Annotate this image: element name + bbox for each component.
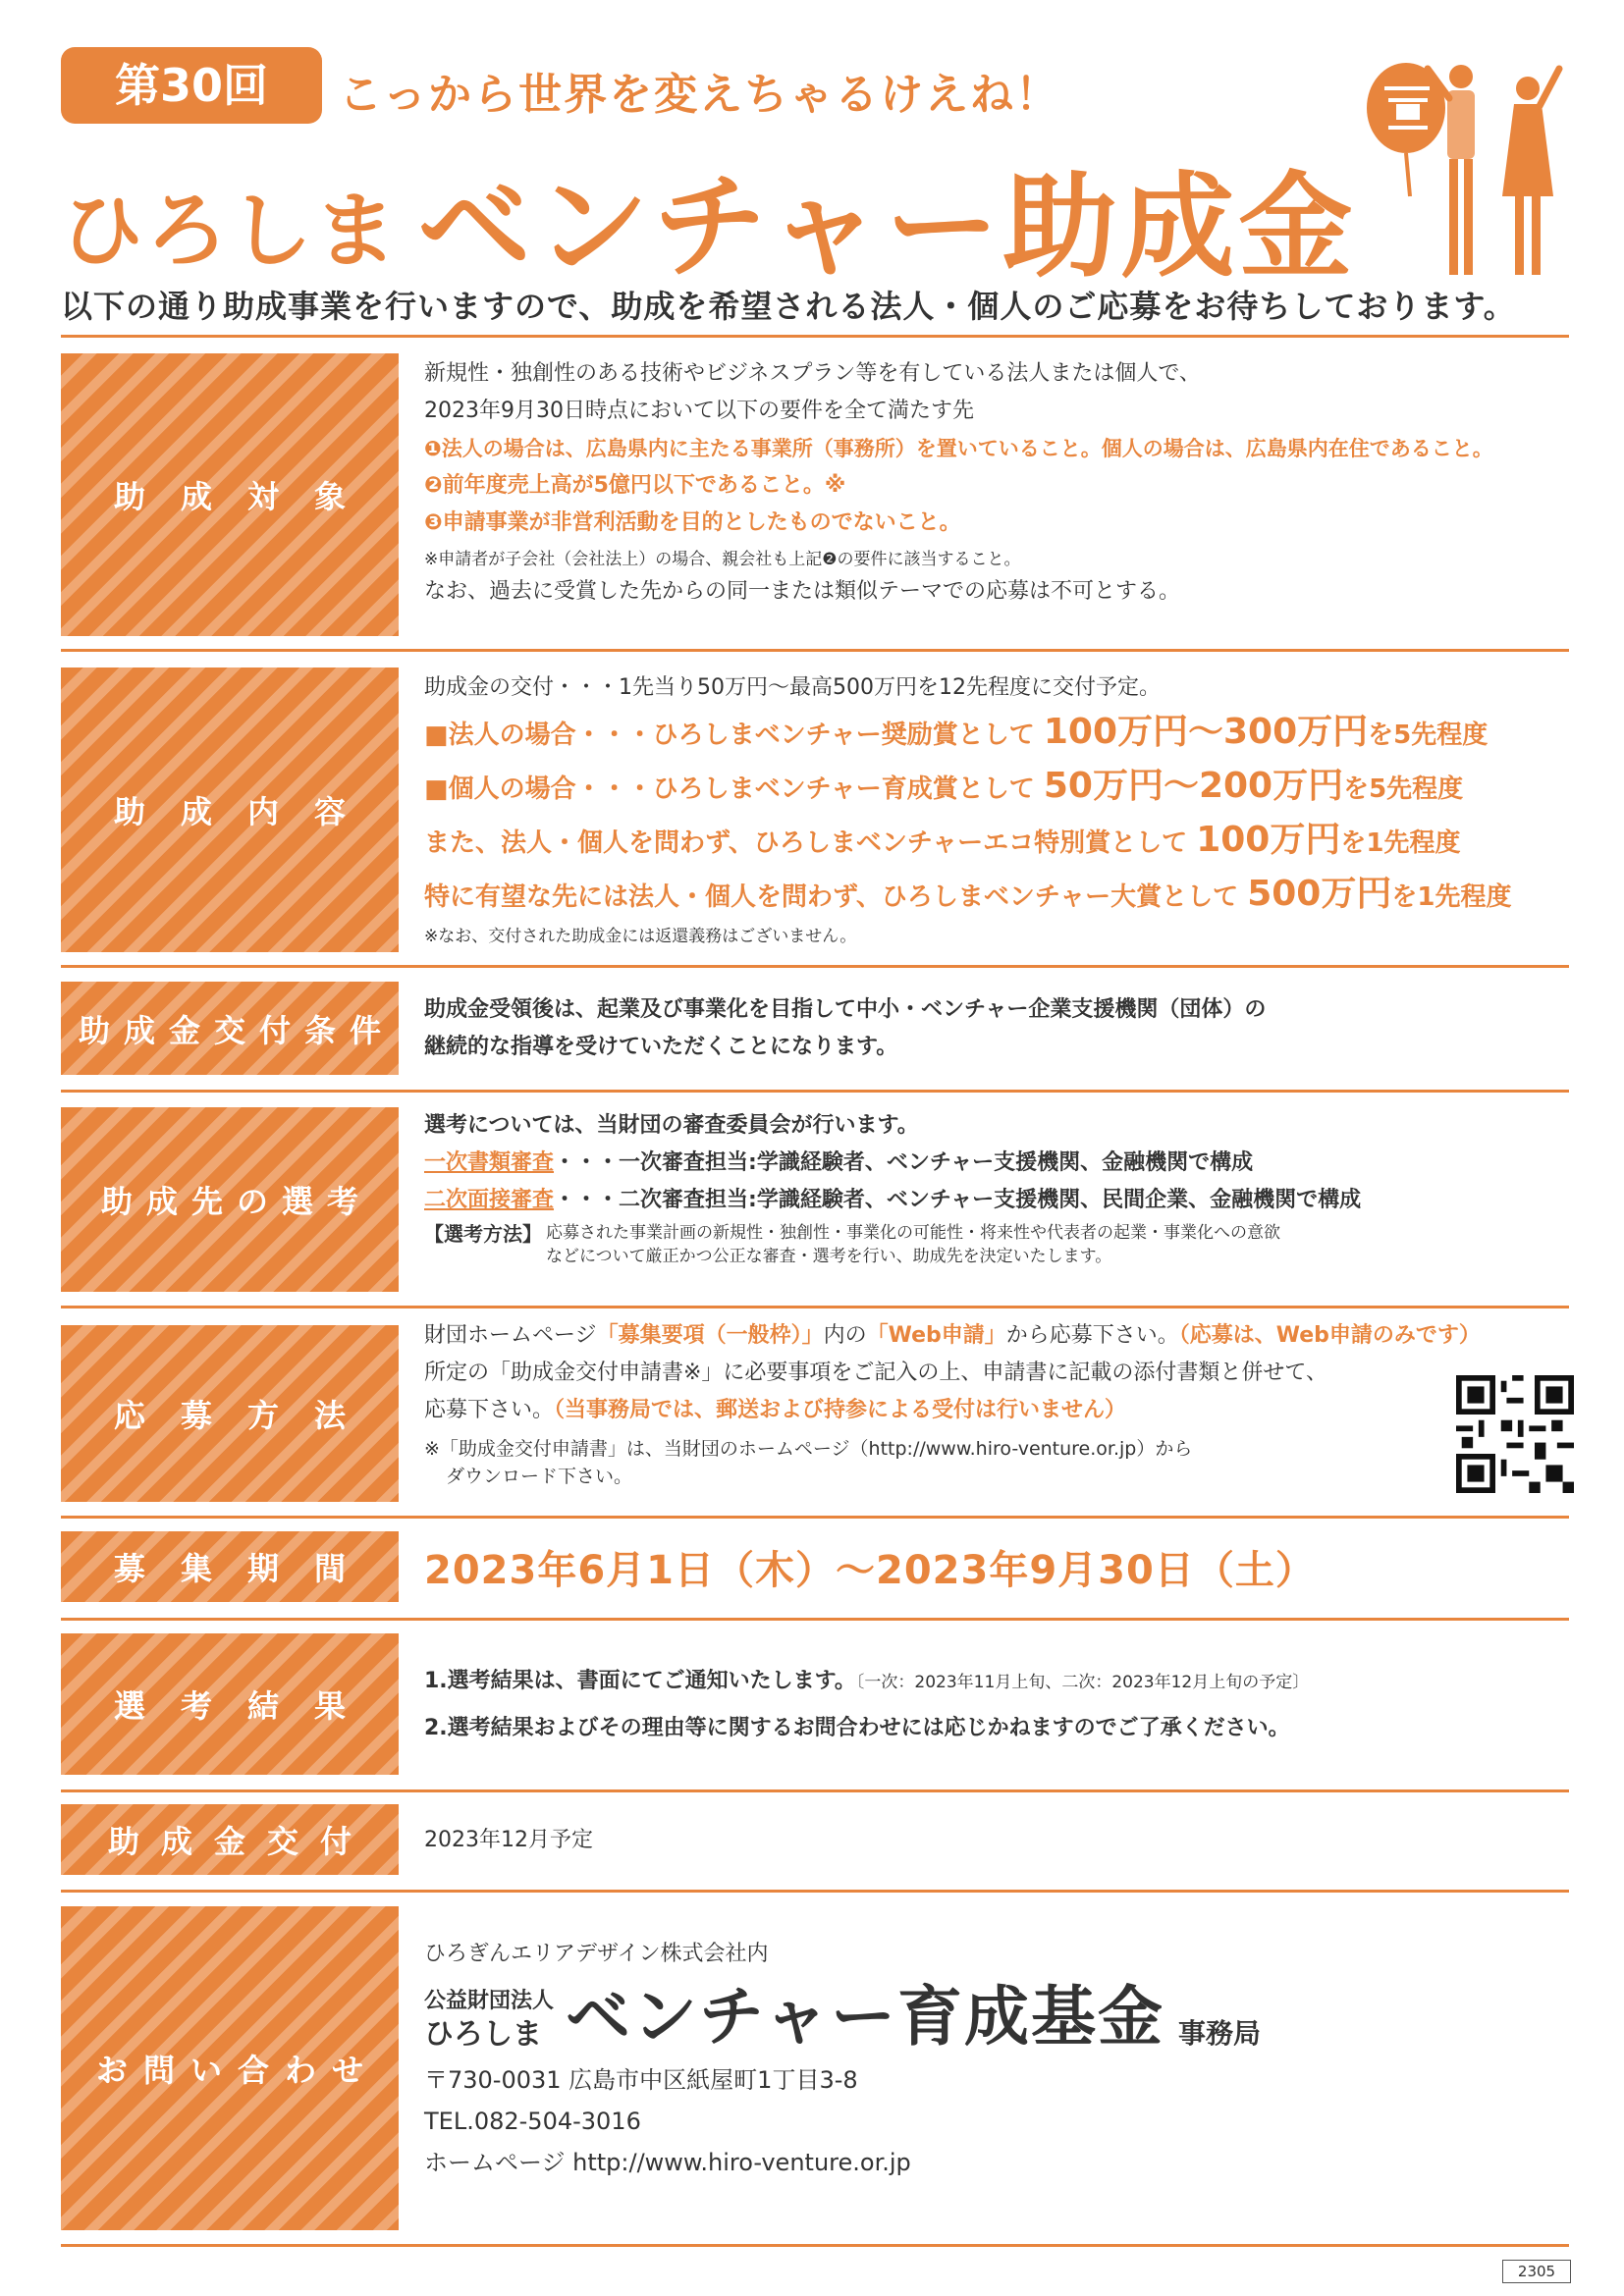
balloon-icon: [1367, 63, 1445, 196]
people-illustration: [1345, 49, 1581, 285]
divider: [61, 965, 1569, 968]
apply-line: 財団ホームページ「募集要項（一般枠）」内の「Web申請」から応募下さい。（応募は、Web申請のみです）: [424, 1323, 1481, 1348]
section-label-selection: 助成先の選考: [61, 1107, 399, 1292]
requirement-2: ❷前年度売上高が5億円以下であること。※: [424, 473, 846, 498]
selection-first: 一次書類審査・・・一次審査担当:学識経験者、ベンチャー支援機関、金融機関で構成: [424, 1150, 1254, 1175]
intro-text: 以下の通り助成事業を行いますので、助成を希望される法人・個人のご応募をお待ちしております。: [61, 288, 1516, 325]
target-note: ※申請者が子会社（会社法上）の場合、親会社も上記❷の要件に該当すること。: [424, 550, 1021, 569]
selection-method: 【選考方法】 応募された事業計画の新規性・独創性・事業化の可能性・将来性や代表者の起業・事業化への意欲 などについて厳正かつ公正な審査・選考を行い、助成先を決定いたします。: [424, 1222, 1280, 1266]
contact-org: ひろぎんエリアデザイン株式会社内: [424, 1942, 769, 1966]
contact-tel: TEL.082-504-3016: [424, 2108, 641, 2135]
divider: [61, 1306, 1569, 1308]
divider: [61, 649, 1569, 652]
divider: [61, 335, 1569, 338]
award-corporate: ■法人の場合・・・ひろしまベンチャー奨励賞として 100万円～300万円を5先程度: [424, 712, 1489, 752]
selection-second: 二次面接審査・・・二次審査担当:学識経験者、ベンチャー支援機関、民間企業、金融機関で構成: [424, 1188, 1362, 1212]
grant-line: 助成金の交付・・・1先当り50万円～最高500万円を12先程度に交付予定。: [424, 675, 1161, 700]
payment-date: 2023年12月予定: [424, 1828, 593, 1852]
target-line: 新規性・独創性のある技術やビジネスプラン等を有している法人または個人で、: [424, 361, 1201, 386]
title-prefix: ひろしま: [61, 183, 400, 279]
divider: [61, 1516, 1569, 1519]
grant-note: ※なお、交付された助成金には返還義務はございません。: [424, 927, 857, 946]
divider: [61, 1090, 1569, 1093]
contact-address: 〒730-0031 広島市中区紙屋町1丁目3-8: [424, 2066, 858, 2094]
conditions-content: [424, 991, 1583, 1066]
selection-content: [424, 1107, 1583, 1268]
document-code: 2305: [1502, 2260, 1571, 2283]
conditions-line: 助成金受領後は、起業及び事業化を目指して中小・ベンチャー企業支援機関（団体）の: [424, 997, 1267, 1022]
result-content: [424, 1663, 1583, 1747]
foundation-name: 公益財団法人 ひろしま ベンチャー育成基金 事務局: [424, 1979, 1262, 2055]
divider: [61, 1890, 1569, 1893]
grant-content: [424, 669, 1583, 950]
award-individual: ■個人の場合・・・ひろしまベンチャー育成賞として 50万円～200万円を5先程度: [424, 766, 1464, 806]
apply-note: ダウンロード下さい。: [446, 1466, 633, 1487]
award-grand: 特に有望な先には法人・個人を問わず、ひろしまベンチャー大賞として 500万円を1先程度: [424, 874, 1512, 914]
section-label-period: 募集期間: [61, 1531, 399, 1602]
page-title: ベンチャー助成金: [417, 161, 1357, 294]
payment-content: [424, 1822, 1583, 1859]
issue-badge: 第30回: [61, 47, 322, 124]
divider: [61, 1789, 1569, 1792]
catchphrase: こっから世界を変えちゃるけえね！: [339, 70, 1061, 120]
apply-note: ※「助成金交付申請書」は、当財団のホームページ（http://www.hiro-venture.or.jp）から: [424, 1438, 1193, 1460]
apply-content: [424, 1317, 1583, 1490]
award-eco: また、法人・個人を問わず、ひろしまベンチャーエコ特別賞として 100万円を1先程度: [424, 820, 1461, 860]
requirement-1: ❶法人の場合は、広島県内に主たる事業所（事務所）を置いていること。個人の場合は、広島県内在住であること。: [424, 437, 1493, 460]
target-content: [424, 355, 1583, 611]
section-label-payment: 助成金交付: [61, 1804, 399, 1875]
person-right-icon: [1502, 69, 1559, 275]
section-label-conditions: 助成金交付条件: [61, 982, 399, 1075]
divider: [61, 1618, 1569, 1621]
section-label-contact: お問い合わせ: [61, 1906, 399, 2230]
conditions-line: 継続的な指導を受けていただくことになります。: [424, 1035, 898, 1059]
result-line: 2.選考結果およびその理由等に関するお問合わせには応じかねますのでご了承ください。: [424, 1716, 1290, 1740]
section-label-result: 選考結果: [61, 1633, 399, 1775]
target-line: なお、過去に受賞した先からの同一または類似テーマでの応募は不可とする。: [424, 579, 1181, 604]
qr-code-icon[interactable]: [1456, 1375, 1574, 1493]
apply-line: 応募下さい。（当事務局では、郵送および持参による受付は行いません）: [424, 1398, 1127, 1422]
target-line: 2023年9月30日時点において以下の要件を全て満たす先: [424, 399, 974, 423]
section-label-content: 助成内容: [61, 667, 399, 952]
selection-line: 選考については、当財団の審査委員会が行います。: [424, 1113, 919, 1138]
contact-homepage[interactable]: ホームページ http://www.hiro-venture.or.jp: [424, 2149, 911, 2176]
apply-line: 所定の「助成金交付申請書※」に必要事項をご記入の上、申請書に記載の添付書類と併せて、: [424, 1361, 1327, 1385]
result-line: 1.選考結果は、書面にてご通知いたします。〔一次：2023年11月上旬、二次：2023年12月上旬の予定〕: [424, 1669, 1310, 1693]
contact-content: [424, 1936, 1583, 2183]
application-period: 2023年6月1日（木）～2023年9月30日（土）: [424, 1548, 1316, 1593]
divider: [61, 2244, 1569, 2247]
section-label-apply: 応募方法: [61, 1325, 399, 1502]
requirement-3: ❸申請事業が非営利活動を目的としたものでないこと。: [424, 510, 961, 535]
section-label-target: 助成対象: [61, 353, 399, 636]
